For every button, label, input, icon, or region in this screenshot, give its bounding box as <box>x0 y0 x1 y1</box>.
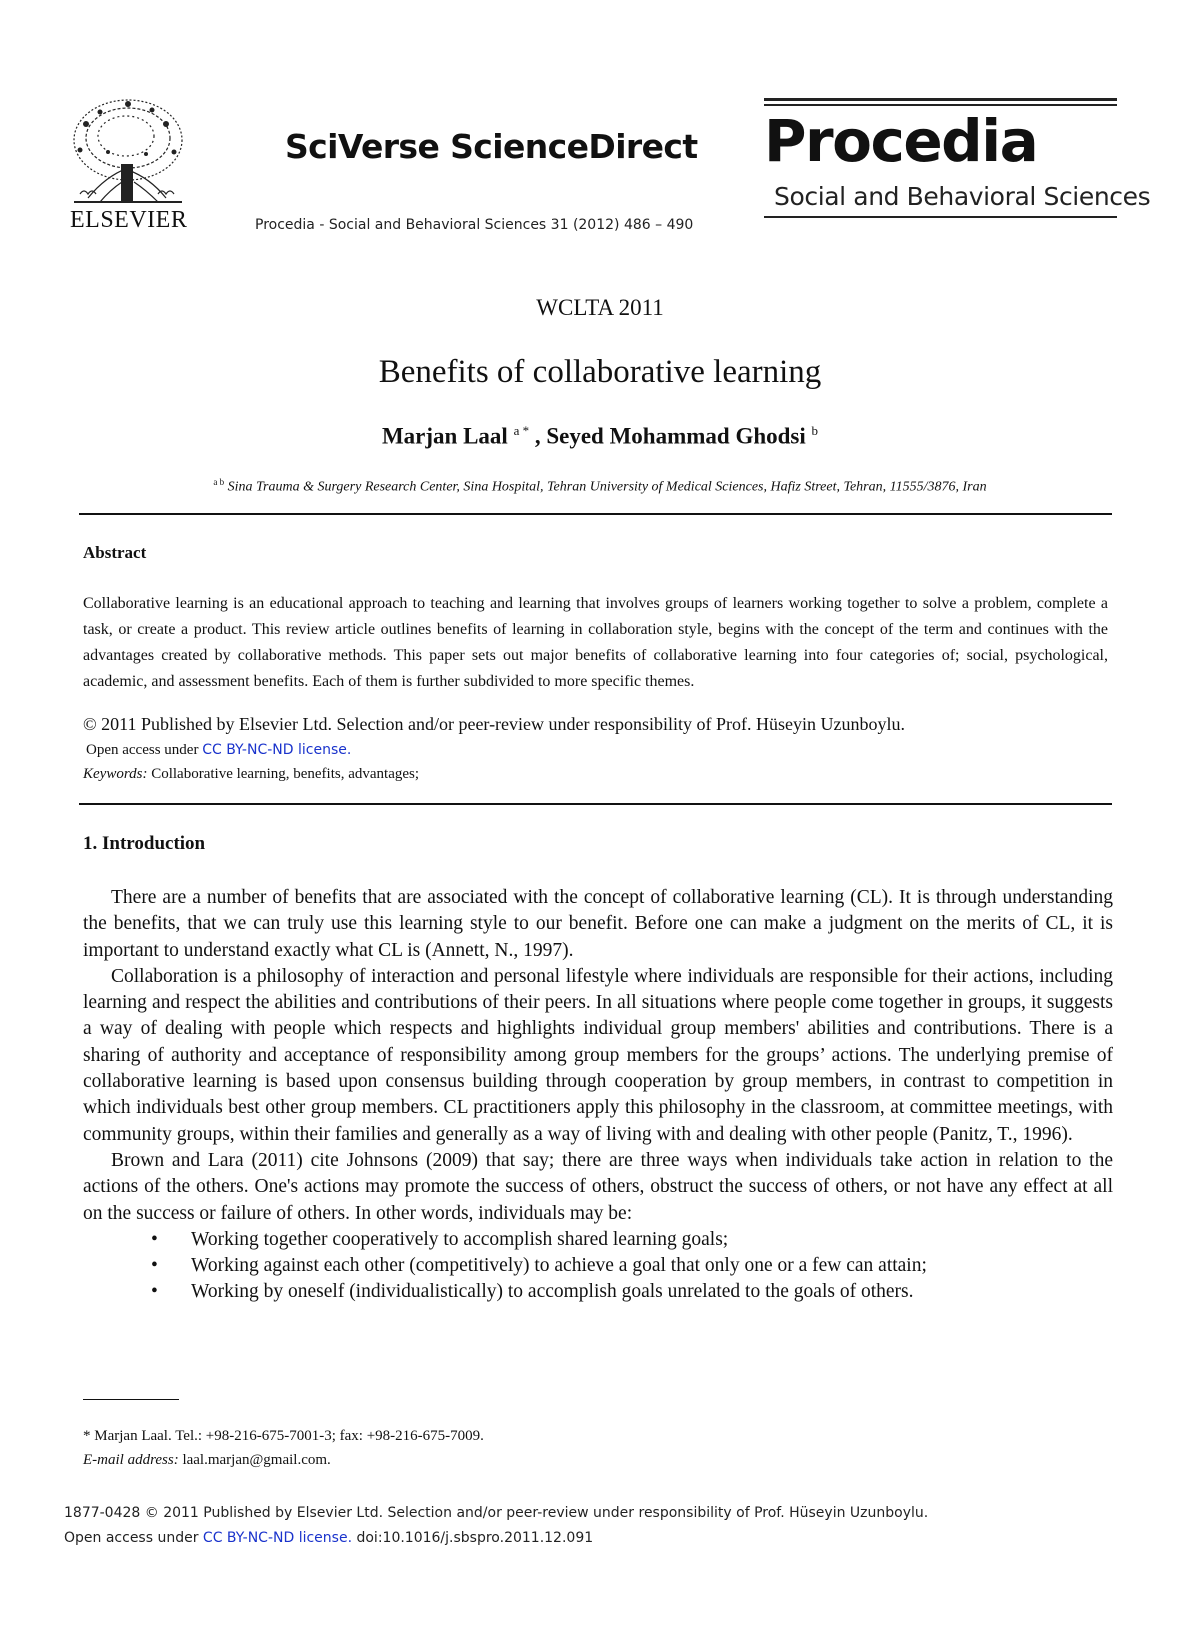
affiliation-text: Sina Trauma & Surgery Research Center, Sina Hospital, Tehran University of Medical Sciences, Hafiz Street, Tehran, 11555/3876, Iran <box>227 479 987 495</box>
paragraph: Brown and Lara (2011) cite Johnsons (2009) that say; there are three ways when individuals take action in relation to the actions of the others. One's actions may promote the success of others, obstruct the success of others, or not have any effect at all on the success or failure of others. In other words, individuals may be: <box>83 1149 1113 1224</box>
list-item-text: Working against each other (competitively) to achieve a goal that only one or a few can attain; <box>191 1255 927 1277</box>
bullet-icon: • <box>151 1255 158 1277</box>
keywords <box>83 766 419 783</box>
keywords-label: Keywords: <box>83 766 148 782</box>
sciverse-sciencedirect-logo: SciVerse ScienceDirect <box>285 127 698 166</box>
procedia-logo-title: Procedia <box>764 107 1038 175</box>
footnote-rule <box>83 1399 179 1400</box>
list-item-text: Working together cooperatively to accomplish shared learning goals; <box>191 1228 729 1250</box>
list-item-text: Working by oneself (individualistically) to accomplish goals unrelated to the goals of others. <box>191 1281 914 1303</box>
author-2-affiliation-mark: b <box>811 423 819 438</box>
abstract-body: Collaborative learning is an educational approach to teaching and learning that involves groups of learners working together to solve a problem, complete a task, or create a product. This review article outlines benefits of learning in collaboration style, begins with the concept of the term and continues with the advantages created by collaborative methods. This paper sets out major benefits of collaborative learning into four categories of; social, psychological, academic, and assessment benefits. Each of them is further subdivided to more specific themes. <box>83 595 1108 690</box>
footer-doi: doi:10.1016/j.sbspro.2011.12.091 <box>352 1530 594 1546</box>
open-access-notice <box>86 742 351 759</box>
copyright-notice: © 2011 Published by Elsevier Ltd. Selection and/or peer-review under responsibility of Prof. Hüseyin Uzunboylu. <box>83 714 905 734</box>
footer-license-link[interactable]: CC BY-NC-ND license. <box>202 1530 353 1546</box>
author-2: Seyed Mohammad Ghodsi <box>546 423 806 449</box>
email-label: E-mail address: <box>83 1452 179 1468</box>
bullet-list <box>83 1227 1113 1306</box>
affiliation <box>0 477 1200 496</box>
email-address[interactable]: laal.marjan@gmail.com. <box>178 1452 331 1468</box>
abstract-top-rule <box>79 513 1112 515</box>
procedia-bottom-rule <box>764 216 1117 218</box>
open-access-label: Open access under <box>86 742 203 758</box>
bullet-icon: • <box>151 1281 158 1303</box>
paragraph: There are a number of benefits that are associated with the concept of collaborative learning (CL). It is through understanding the benefits, that we can truly use this learning style to our benefit. Before one can make a judgment on the merits of CL, it is important to understand exactly what CL is (Annett, N., 1997). <box>83 887 1113 961</box>
paragraph: Collaboration is a philosophy of interaction and personal lifestyle where individuals are responsible for their actions, including learning and respect the abilities and contributions of their peers. In all situations where people come together in groups, it suggests a way of dealing with people which respects and highlights individual group members' abilities and contributions. There is a sharing of authority and acceptance of responsibility among group members for the groups’ actions. The underlying premise of collaborative learning is based upon consensus building through cooperation by group members, in contrast to competition in which individuals best other group members. CL practitioners apply this philosophy in the classroom, at committee meetings, with community groups, within their families and generally as a way of living with and dealing with other people (Panitz, T., 1996). <box>83 965 1113 1145</box>
procedia-top-rule-thin <box>764 104 1117 106</box>
footnote-contact: * Marjan Laal. Tel.: +98-216-675-7001-3; fax: +98-216-675-7009. <box>83 1428 484 1444</box>
footer-issn-copyright: 1877-0428 © 2011 Published by Elsevier Ltd. Selection and/or peer-review under responsibility of Prof. Hüseyin Uzunboylu. <box>64 1505 929 1521</box>
list-item <box>83 1253 1113 1279</box>
affiliation-mark: a b <box>213 477 225 487</box>
paper-title: Benefits of collaborative learning <box>378 354 822 390</box>
author-list <box>0 423 1200 450</box>
list-item <box>83 1279 1113 1305</box>
introduction-body <box>83 885 1113 1306</box>
list-item <box>83 1227 1113 1253</box>
footer-open-access <box>64 1530 593 1546</box>
footnote-email <box>83 1452 331 1469</box>
section-heading-introduction: 1. Introduction <box>83 833 206 854</box>
abstract-bottom-rule <box>79 803 1112 805</box>
author-1-affiliation-mark: a * <box>513 423 530 438</box>
author-1: Marjan Laal <box>381 423 508 449</box>
keywords-list: Collaborative learning, benefits, advantages; <box>147 766 420 782</box>
abstract-heading: Abstract <box>83 543 147 562</box>
license-link[interactable]: CC BY-NC-ND license. <box>202 742 352 758</box>
procedia-top-rule <box>764 98 1117 101</box>
footer-open-access-label: Open access under <box>64 1530 203 1546</box>
conference-name: WCLTA 2011 <box>536 295 664 320</box>
procedia-logo-subtitle: Social and Behavioral Sciences <box>774 182 1151 211</box>
author-separator: , <box>529 423 547 449</box>
elsevier-wordmark: ELSEVIER <box>70 207 188 233</box>
bullet-icon: • <box>151 1228 158 1250</box>
journal-reference: Procedia - Social and Behavioral Sciences 31 (2012) 486 – 490 <box>255 217 694 233</box>
